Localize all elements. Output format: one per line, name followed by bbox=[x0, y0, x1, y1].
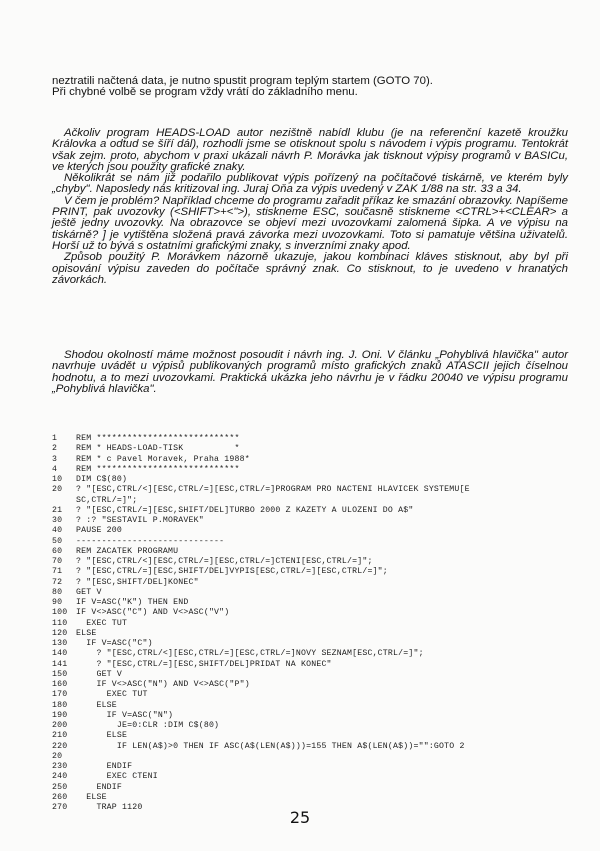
code-text: REM * c Pavel Moravek, Praha 1988* bbox=[76, 454, 250, 464]
code-text: EXEC TUT bbox=[76, 690, 148, 700]
code-text: ----------------------------- bbox=[76, 536, 225, 546]
line-number: 70 bbox=[52, 557, 63, 566]
code-line bbox=[52, 629, 572, 639]
code-text: ? "[ESC,CTRL/=][ESC,SHIFT/DEL]PRIDAT NA KONEC" bbox=[76, 659, 332, 669]
code-text: REM ZACATEK PROGRAMU bbox=[76, 546, 179, 556]
article-paragraph: Způsob použitý P. Morávkem názorně ukazuje, jakou kombinaci kláves stisknout, aby byl při opisování výpisu zaveden do počítače správný znak. Co stisknout, to je uvedeno v hranatých závorkách. bbox=[52, 251, 568, 286]
article-paragraph: Několikrát se nám již podařilo publikovat výpis pořízený na počítačové tiskárně, ve kterém byly „chyby". Naposledy nás kritizoval ing. Juraj Oňa za výpis uvedený v ZAK 1/88 na str. 33 a 34. bbox=[52, 172, 568, 196]
code-text: EXEC CTENI bbox=[76, 772, 158, 782]
line-number: 10 bbox=[52, 475, 63, 484]
code-line bbox=[52, 793, 572, 803]
code-line bbox=[52, 526, 572, 536]
code-line bbox=[52, 455, 572, 465]
code-text: GET V bbox=[76, 669, 123, 679]
code-text: IF LEN(A$)>0 THEN IF ASC(A$(LEN(A$)))=155 THEN A$(LEN(A$))="":GOTO 2 bbox=[76, 741, 465, 751]
line-number: 120 bbox=[52, 628, 68, 638]
line-number: 72 bbox=[52, 577, 63, 587]
code-text: ? :? "SESTAVIL P.MORAVEK" bbox=[76, 516, 204, 525]
line-number: 20 bbox=[52, 751, 63, 761]
line-number: 50 bbox=[52, 536, 63, 546]
code-line bbox=[52, 731, 572, 741]
code-text: ELSE bbox=[76, 628, 97, 638]
code-line bbox=[52, 557, 572, 567]
code-line bbox=[52, 639, 572, 649]
code-line bbox=[52, 742, 572, 752]
line-number: 130 bbox=[52, 639, 68, 648]
code-line bbox=[52, 475, 572, 485]
code-text: IF V=ASC("K") THEN END bbox=[76, 598, 189, 607]
code-text: IF V=ASC("C") bbox=[76, 639, 153, 648]
intro-line: neztratili načtená data, je nutno spustit program teplým startem (GOTO 70). bbox=[52, 75, 433, 87]
closing-paragraph: Shodou okolností máme možnost posoudit i návrh ing. J. Oni. V článku „Pohyblivá hlavička" autor navrhuje uvádět u výpisů publikovaných programů místo grafických znaků ATASCII jejich číselnou hodnotu, a to mezi uvozovkami. Praktická ukázka jeho návrhu je v řádku 20040 ve výpisu programu „Pohyblivá hlavička". bbox=[52, 349, 568, 395]
code-line bbox=[52, 608, 572, 618]
code-text: IF V=ASC("N") bbox=[76, 710, 174, 720]
code-line bbox=[52, 783, 572, 793]
article-body bbox=[52, 128, 568, 286]
line-number: 270 bbox=[52, 803, 68, 812]
line-number: 110 bbox=[52, 618, 68, 628]
code-line bbox=[52, 578, 572, 588]
line-number: 21 bbox=[52, 505, 63, 515]
code-line bbox=[52, 506, 572, 516]
code-line bbox=[52, 537, 572, 547]
line-number: 160 bbox=[52, 680, 68, 689]
line-number: 260 bbox=[52, 792, 68, 802]
code-line bbox=[52, 670, 572, 680]
code-text: ? "[ESC,CTRL/=][ESC,SHIFT/DEL]VYPIS[ESC,CTRL/=][ESC,CTRL/=]"; bbox=[76, 567, 388, 577]
intro-line: Při chybné volbě se program vždy vrátí do základního menu. bbox=[52, 86, 358, 99]
code-text: IF V<>ASC("N") AND V<>ASC("P") bbox=[76, 680, 250, 689]
code-text: ? "[ESC,CTRL/<][ESC,CTRL/=][ESC,CTRL/=]CTENI[ESC,CTRL/=]"; bbox=[76, 557, 373, 566]
line-number: 150 bbox=[52, 669, 68, 679]
code-text: ? "[ESC,CTRL/<][ESC,CTRL/=][ESC,CTRL/=]PROGRAM PRO NACTENI HLAVICEK SYSTEMU[E bbox=[76, 485, 470, 495]
code-text: EXEC TUT bbox=[76, 618, 128, 628]
line-number: 220 bbox=[52, 741, 68, 751]
line-number: 170 bbox=[52, 690, 68, 700]
line-number: 20 bbox=[52, 485, 63, 495]
code-text: JE=0:CLR :DIM C$(80) bbox=[76, 721, 220, 730]
code-line bbox=[52, 496, 572, 506]
line-number: 141 bbox=[52, 659, 68, 669]
code-text: ELSE bbox=[76, 700, 117, 710]
code-text: ELSE bbox=[76, 731, 128, 741]
line-number: 90 bbox=[52, 598, 63, 607]
line-number: 80 bbox=[52, 587, 63, 597]
closing-section bbox=[52, 350, 568, 395]
code-line bbox=[52, 567, 572, 577]
code-text: REM * HEADS-LOAD-TISK * bbox=[76, 444, 240, 454]
code-text: PAUSE 200 bbox=[76, 526, 123, 536]
line-number: 4 bbox=[52, 464, 58, 474]
code-text: ELSE bbox=[76, 792, 107, 802]
code-text: GET V bbox=[76, 587, 102, 597]
code-text: ENDIF bbox=[76, 782, 123, 792]
code-text: SC,CTRL/=]"; bbox=[76, 495, 138, 505]
code-text: ? "[ESC,SHIFT/DEL]KONEC" bbox=[76, 577, 199, 587]
code-line bbox=[52, 588, 572, 598]
code-text: REM **************************** bbox=[76, 464, 240, 474]
line-number: 190 bbox=[52, 710, 68, 720]
line-number: 180 bbox=[52, 700, 68, 710]
code-line bbox=[52, 711, 572, 721]
code-line bbox=[52, 721, 572, 731]
line-number: 240 bbox=[52, 772, 68, 782]
line-number: 210 bbox=[52, 731, 68, 741]
code-line bbox=[52, 690, 572, 700]
line-number: 100 bbox=[52, 608, 68, 618]
code-line bbox=[52, 762, 572, 772]
line-number: 250 bbox=[52, 782, 68, 792]
code-line bbox=[52, 485, 572, 495]
code-text: DIM C$(80) bbox=[76, 475, 128, 484]
code-line bbox=[52, 680, 572, 690]
article-paragraph: V čem je problém? Například chceme do programu zařadit příkaz ke smazání obrazovky. Napíšeme PRINT, pak uvozovky (<SHIFT>+<">), stiskneme ESC, současně stiskneme <CTRL>+<CLEAR> a ještě jedny uvozovky. Na obrazovce se objeví mezi uvozovkami zalomená šipka. A ve výpisu na tiskárně? ] je vytištěna složená pravá závorka mezi uvozovkami. Toto si pamatuje většina uživatelů. Horší už to bývá s ostatními grafickými znaky, s inverzními znaky apod. bbox=[52, 194, 568, 252]
article-paragraph: Ačkoliv program HEADS-LOAD autor nezištně nabídl klubu (je na referenční kazetě kroužku Královka a odtud se šíří dál), rozhodli jsme se otisknout spolu s návodem i výpis programu. Tentokrát však zejm. proto, abychom v praxi ukázali návrh P. Morávka jak tisknout výpisy programů v BASICu, ve kterých jsou použity grafické znaky. bbox=[52, 127, 568, 173]
line-number: 1 bbox=[52, 434, 58, 443]
code-line bbox=[52, 619, 572, 629]
code-text: ? "[ESC,CTRL/<][ESC,CTRL/=][ESC,CTRL/=]NOVY SEZNAM[ESC,CTRL/=]"; bbox=[76, 649, 424, 659]
intro-paragraph bbox=[52, 76, 568, 99]
code-line bbox=[52, 465, 572, 475]
code-line bbox=[52, 649, 572, 659]
code-text: IF V<>ASC("C") AND V<>ASC("V") bbox=[76, 608, 230, 618]
line-number: 2 bbox=[52, 444, 58, 454]
line-number: 3 bbox=[52, 454, 58, 464]
code-line bbox=[52, 434, 572, 444]
code-line bbox=[52, 598, 572, 608]
line-number: 60 bbox=[52, 546, 63, 556]
basic-program-listing bbox=[52, 434, 572, 813]
code-text: TRAP 1120 bbox=[76, 803, 143, 812]
line-number: 140 bbox=[52, 649, 68, 659]
line-number: 40 bbox=[52, 526, 63, 536]
line-number: 230 bbox=[52, 762, 68, 771]
page-number: 25 bbox=[289, 808, 311, 827]
code-line bbox=[52, 752, 572, 762]
line-number: 200 bbox=[52, 721, 68, 730]
code-line bbox=[52, 701, 572, 711]
code-text: REM **************************** bbox=[76, 434, 240, 443]
code-text: ? "[ESC,CTRL/=][ESC,SHIFT/DEL]TURBO 2000 Z KAZETY A ULOZENI DO A$" bbox=[76, 505, 414, 515]
code-line bbox=[52, 516, 572, 526]
code-line bbox=[52, 547, 572, 557]
line-number: 71 bbox=[52, 567, 63, 577]
code-text: ENDIF bbox=[76, 762, 133, 771]
code-line bbox=[52, 660, 572, 670]
line-number: 30 bbox=[52, 516, 63, 525]
code-line bbox=[52, 772, 572, 782]
code-line bbox=[52, 444, 572, 454]
